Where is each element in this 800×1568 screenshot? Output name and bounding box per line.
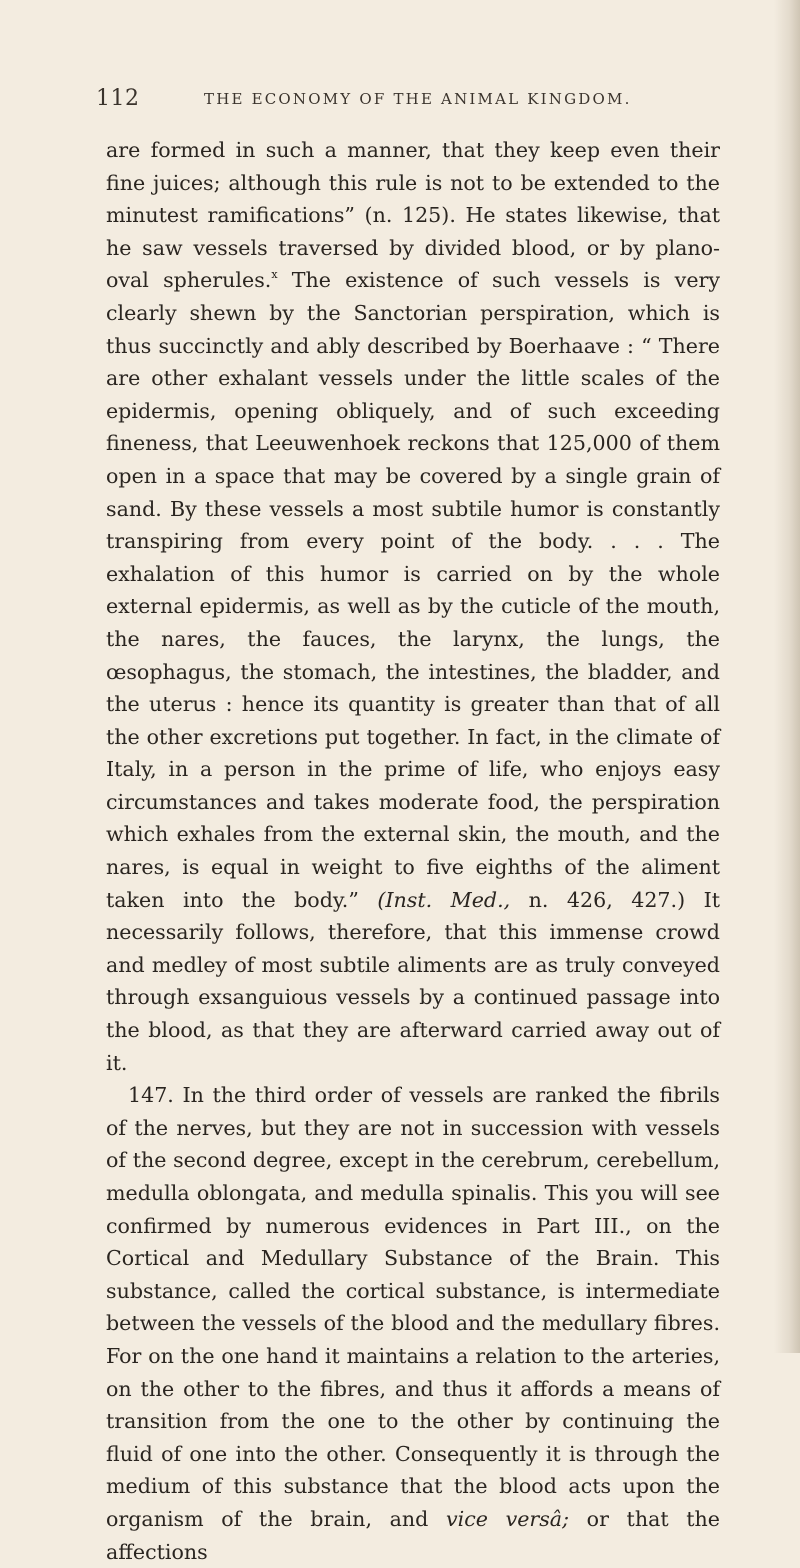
running-head xyxy=(96,86,726,116)
paragraph-2 xyxy=(106,1079,720,1568)
paragraph-2-text-b: or that the affections xyxy=(106,1506,720,1564)
paragraph-1 xyxy=(106,134,720,1079)
footnote-mark: x xyxy=(271,268,278,282)
page-number: 112 xyxy=(96,86,140,111)
running-title: THE ECONOMY OF THE ANIMAL KINGDOM. xyxy=(204,90,632,108)
italic-phrase: vice versâ; xyxy=(446,1506,570,1531)
citation-italic: (Inst. Med., xyxy=(377,887,511,912)
paragraph-1-text-c: n. 426, 427.) It necessarily follows, therefore, that this immense crowd and medley of most subtile aliments are as truly conveyed through exsanguious vessels by a continued passage into the blood, as that they are afterward carried away out of it. xyxy=(106,887,720,1075)
paragraph-1-text-a: are formed in such a manner, that they keep even their fine juices; although this rule is not to be extended to the minutest ramifications” (n. 125). He states likewise, that he saw vessels traversed by divided blood, or by plano-oval spherules. xyxy=(106,138,720,293)
paragraph-1-text-b: The existence of such vessels is very clearly shewn by the Sanctorian perspiration, which is thus succinctly and ably described by Boerhaave : “ There are other exhalant vessels under the little scales of the epidermis, opening obliquely, and of such exceeding fineness, that Leeuwenhoek reckons that 125,000 of them open in a space that may be covered by a single grain of sand. By these vessels a most subtile humor is constantly transpiring from every point of the body. . . . The exhalation of this humor is carried on by the whole external epidermis, as well as by the cuticle of the mouth, the nares, the fauces, the larynx, the lungs, the œsophagus, the stomach, the intestines, the bladder, and the uterus : hence its quantity is greater than that of all the other excretions put together. In fact, in the climate of Italy, in a person in the prime of life, who enjoys easy circumstances and takes moderate food, the perspiration which exhales from the external skin, the mouth, and the nares, is equal in weight to five eighths of the aliment taken into the body.” xyxy=(106,268,720,912)
paragraph-2-text-a: 147. In the third order of vessels are ranked the fibrils of the nerves, but they are not in succession with vessels of the second degree, except in the cerebrum, cerebellum, medulla oblongata, and medulla spinalis. This you will see confirmed by numerous evidences in Part III., on the Cortical and Medullary Substance of the Brain. This substance, called the cortical substance, is intermediate between the vessels of the blood and the medullary fibres. For on the one hand it maintains a relation to the arteries, on the other to the fibres, and thus it affords a means of transition from the one to the other by continuing the fluid of one into the other. Consequently it is through the medium of this substance that the blood acts upon the organism of the brain, and xyxy=(106,1083,720,1531)
page-edge-shadow xyxy=(774,0,800,1353)
